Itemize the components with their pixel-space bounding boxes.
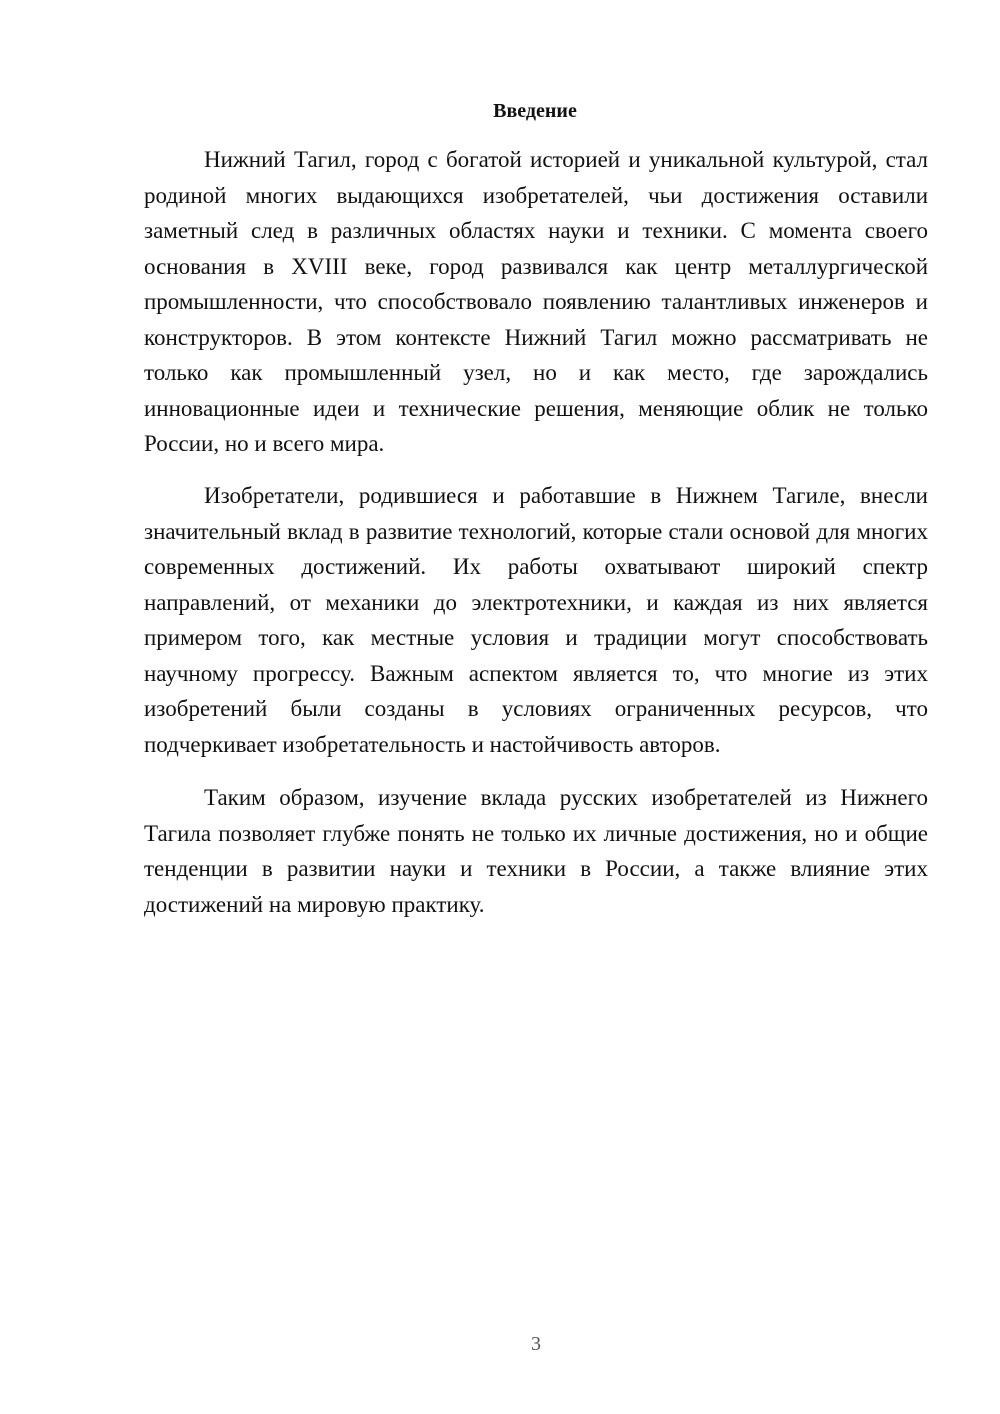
section-heading: Введение (493, 100, 577, 122)
paragraph-3: Таким образом, изучение вклада русских изобретателей из Нижнего Тагила позволяет глубже понять не только их личные достижения, но и общие тенденции в развитии науки и техники в России, а также влияние этих достижений на мировую практику. (144, 785, 928, 917)
paragraph-1: Нижний Тагил, город с богатой историей и уникальной культурой, стал родиной многих выдающихся изобретателей, чьи достижения оставили заметный след в различных областях науки и техники. С момента своего основания в XVIII веке, город развивался как центр металлургической промышленности, что способствовало появлению талантливых инженеров и конструкторов. В этом контексте Нижний Тагил можно рассматривать не только как промышленный узел, но и как место, где зарождались инновационные идеи и технические решения, меняющие облик не только России, но и всего мира. (144, 147, 928, 456)
page-number: 3 (531, 1333, 541, 1355)
paragraph-2: Изобретатели, родившиеся и работавшие в Нижнем Тагиле, внесли значительный вклад в развитие технологий, которые стали основой для многих современных достижений. Их работы охватывают широкий спектр направлений, от механики до электротехники, и каждая из них является примером того, как местные условия и традиции могут способствовать научному прогрессу. Важным аспектом является то, что многие из этих изобретений были созданы в условиях ограниченных ресурсов, что подчеркивает изобретательность и настойчивость авторов. (144, 483, 928, 757)
